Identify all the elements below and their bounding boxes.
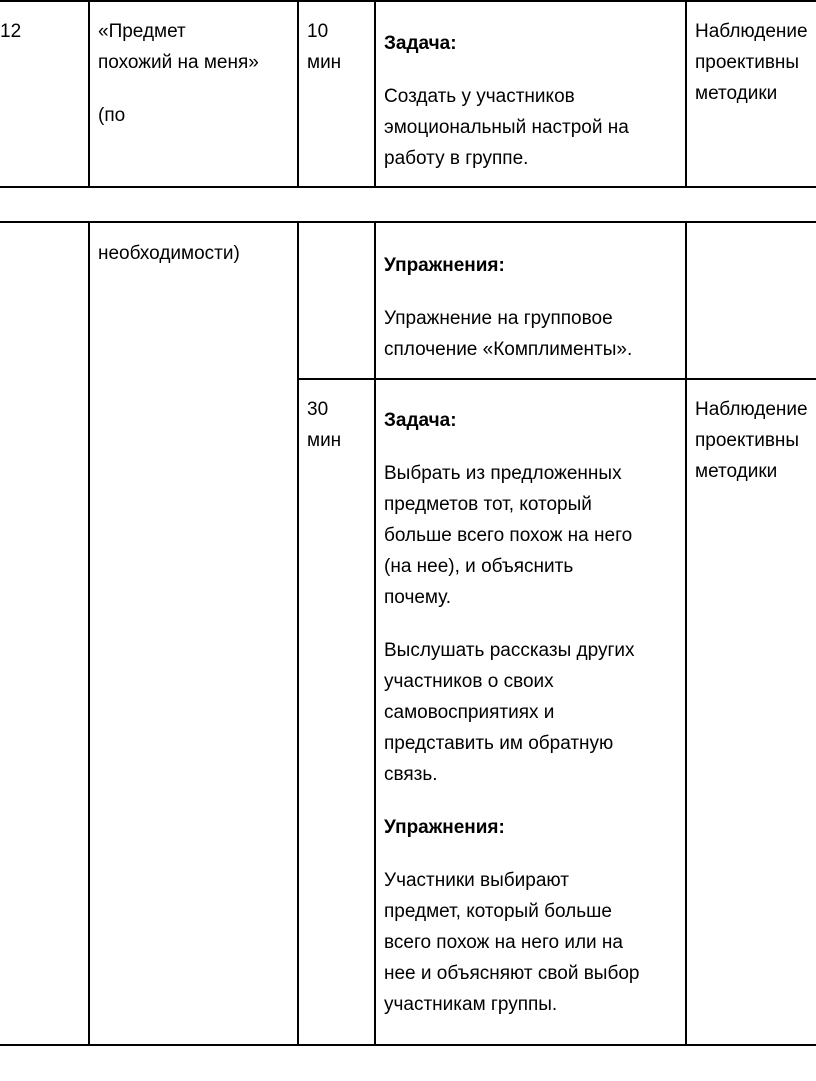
exercises-text-line: нее и объясняют свой выбор bbox=[384, 963, 640, 984]
method-line: Наблюдение bbox=[695, 21, 808, 42]
activity-title-continued: необходимости) bbox=[98, 243, 240, 264]
column-divider bbox=[374, 0, 376, 187]
table-border-bottom bbox=[0, 1044, 816, 1046]
task-text-line: Выслушать рассказы других bbox=[384, 640, 635, 661]
exercises-text-line: предмет, который больше bbox=[384, 901, 612, 922]
duration-value: 10 bbox=[307, 21, 329, 42]
exercises-text-line: участникам группы. bbox=[384, 994, 558, 1015]
task-text-line: представить им обратную bbox=[384, 733, 614, 754]
exercises-heading: Упражнения: bbox=[384, 255, 505, 276]
method-cell bbox=[695, 16, 816, 109]
task-text-line: Создать у участников bbox=[384, 86, 575, 107]
method-cell bbox=[695, 394, 816, 487]
task-text-line: связь. bbox=[384, 764, 438, 785]
task-text-line: работу в группе. bbox=[384, 148, 529, 169]
column-divider bbox=[88, 221, 90, 1045]
task-text-line: участников о своих bbox=[384, 671, 554, 692]
activity-title-cell bbox=[98, 16, 293, 131]
duration-value: 30 bbox=[307, 399, 329, 420]
row-number: 12 bbox=[0, 21, 22, 42]
task-text-line: эмоциональный настрой на bbox=[384, 117, 629, 138]
exercises-text-line: сплочение «Комплименты». bbox=[384, 339, 633, 360]
duration-cell bbox=[307, 394, 341, 456]
activity-title-note: (по bbox=[98, 105, 126, 126]
exercises-text-line: Упражнение на групповое bbox=[384, 308, 613, 329]
method-line: методики bbox=[695, 461, 778, 482]
duration-unit: мин bbox=[307, 52, 342, 73]
task-text-line: (на нее), и объяснить bbox=[384, 556, 574, 577]
column-divider bbox=[374, 221, 376, 1045]
exercises-text-line: всего похож на него или на bbox=[384, 932, 623, 953]
task-text-line: Выбрать из предложенных bbox=[384, 463, 622, 484]
method-line: методики bbox=[695, 83, 778, 104]
table-border-top bbox=[0, 0, 816, 2]
task-cell bbox=[384, 28, 684, 174]
column-divider bbox=[685, 221, 687, 1045]
method-line: проективны bbox=[695, 430, 800, 451]
task-cell bbox=[384, 405, 684, 1020]
exercises-heading: Упражнения: bbox=[384, 817, 505, 838]
task-text-line: больше всего похож на него bbox=[384, 525, 633, 546]
activity-title-line: похожий на меня» bbox=[98, 52, 259, 73]
activity-title-line: «Предмет bbox=[98, 21, 186, 42]
task-text-line: почему. bbox=[384, 587, 452, 608]
column-divider bbox=[297, 221, 299, 1045]
method-line: Наблюдение bbox=[695, 399, 808, 420]
table-border-top bbox=[0, 221, 816, 223]
column-divider bbox=[88, 0, 90, 187]
duration-cell bbox=[307, 16, 341, 78]
duration-unit: мин bbox=[307, 430, 342, 451]
row-number-cell bbox=[0, 16, 21, 47]
task-heading: Задача: bbox=[384, 33, 457, 54]
column-divider bbox=[297, 0, 299, 187]
method-line: проективны bbox=[695, 52, 800, 73]
activity-title-continued-cell bbox=[98, 238, 293, 269]
task-text-line: самовосприятиях и bbox=[384, 702, 555, 723]
table-border-bottom bbox=[0, 186, 816, 188]
task-text-line: предметов тот, который bbox=[384, 494, 592, 515]
task-heading: Задача: bbox=[384, 410, 457, 431]
exercises-cell bbox=[384, 250, 684, 365]
column-divider bbox=[685, 0, 687, 187]
exercises-text-line: Участники выбирают bbox=[384, 870, 569, 891]
